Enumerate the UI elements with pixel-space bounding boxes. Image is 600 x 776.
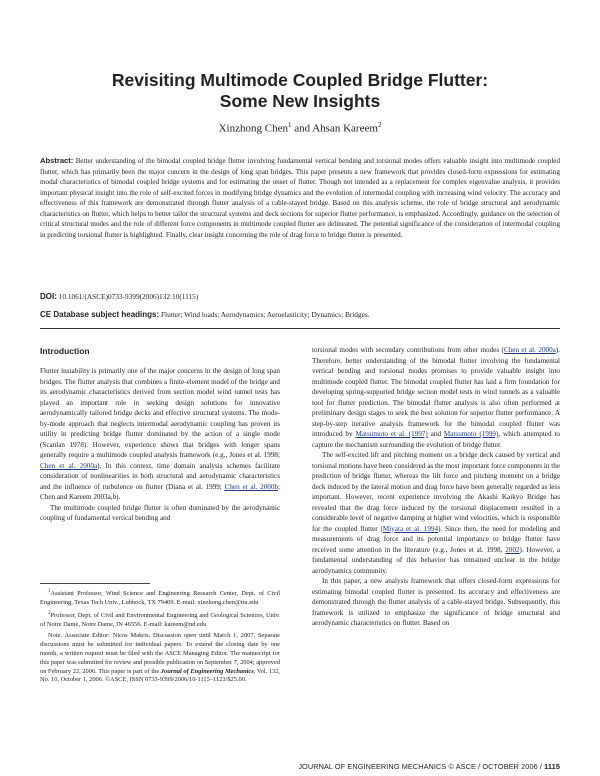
- section-divider: [40, 328, 560, 329]
- subject-label: CE Database subject headings:: [40, 310, 160, 319]
- footnotes: [40, 588, 280, 687]
- author-2-affil: 2: [377, 121, 382, 129]
- left-column: [40, 366, 280, 524]
- doi-label: DOI:: [40, 292, 57, 301]
- footnote-divider: [40, 583, 150, 584]
- page-footer: [240, 762, 560, 771]
- ref-link-chen-2000a[interactable]: Chen et al. 2000a: [40, 461, 98, 470]
- ref-link-matsumoto-1997[interactable]: Matsumoto et al. (1997): [355, 430, 428, 438]
- doi-value[interactable]: 10.1061/(ASCE)0733-9399(2006)132:10(1115): [58, 292, 199, 301]
- journal-footer: JOURNAL OF ENGINEERING MECHANICS © ASCE / OCTOBER 2006 /: [298, 762, 545, 771]
- intro-paragraph-5: In this paper, a new analysis framework that offers closed-form expressions for estimating bimodal coupled flutter is presented. Its accuracy and effectiveness are demonstrated through the flutter analysis of a cable-stayed bridge. Subsequently, this framework is utilized to emphasize the significance of bridge structural and aerodynamic characteristics on flutter. Based on: [312, 577, 560, 627]
- subject-headings: [40, 310, 560, 319]
- abstract: [40, 156, 560, 240]
- abstract-label: Abstract:: [40, 156, 74, 165]
- journal-name: Journal of Engineering Mechanics: [160, 667, 254, 675]
- paper-title: [40, 70, 560, 112]
- footnote-1: $^1$Assistant Professor, Wind Science and Engineering Research Center, Dept. of Civil Engineering, Texas Tech Univ., Lubbock, TX 79409. E-mail: xinzhong.chen@ttu.edu: [40, 589, 280, 607]
- author-1-affil: 1: [287, 121, 292, 129]
- intro-paragraph-3: torsional modes with secondary contributions from other modes (Chen et al. 2000a). Therefore, better understanding of the bimodal flutter involving the fundamental vertical bending and torsional modes promises to provide valuable insight into multimode coupled flutter. The bimodal coupled flutter has laid a firm foundation for developing spring-supported bridge section model tests in wind tunnels as a valuable tool for flutter prediction. The bimodal flutter analysis is also often performed at preliminary design stages to seek the best solution for superior flutter performance. A step-by-step iterative analysis framework for the bimodal coupled flutter was introduced by Matsumoto et al. (1997) and Matsumoto (1999), which attempted to capture the mechanism surrounding the evolution of bridge flutter.: [312, 346, 560, 449]
- author-1: Xinzhong Chen: [218, 122, 288, 135]
- footnote-2: $^2$Professor, Dept. of Civil and Environmental Engineering and Geological Sciences, Univ. of Notre Dame, Notre Dame, IN 46556. E-mail: kareem@nd.edu: [40, 610, 280, 628]
- intro-paragraph-4: The self-excited lift and pitching moment on a bridge deck caused by vertical and torsional motions have been considered as the most important force components in the prediction of bridge flutter, whereas the lift force and pitching moment on a bridge deck induced by the lateral motion and drag force have been generally regarded as less important. However, recent experience involving the Akashi Kaikyo Bridge has revealed that the drag force induced by the torsional displacement resulted in a considerable level of negative damping at higher wind velocities, which is responsible for the coupled flutter (Miyata et al. 1994). Since then, the need for modeling and measurements of drag force and its potential importance to bridge flutter have received some attention in the literature (e.g., Jones et al. 1998, 2002). However, a fundamental understanding of this behavior has remained unclear in the bridge aerodynamics community.: [312, 451, 560, 575]
- ref-link-miyata-1994[interactable]: Miyata et al. 1994: [382, 524, 439, 533]
- author-line: [40, 121, 560, 135]
- ref-link-jones-2002[interactable]: 2002: [505, 545, 520, 554]
- ref-link-matsumoto-1999[interactable]: Matsumoto (1999): [443, 430, 499, 438]
- intro-heading: Introduction: [40, 346, 90, 356]
- intro-paragraph-1: Flutter instability is primarily one of the major concerns in the design of long span bridges. The flutter analysis that combines a finite-element model of the bridge and its aerodynamic characteristics derived from section model wind tunnel tests has played an important role in seeking design solutions for innovative aerodynamically tailored bridge decks and effective structural systems. The mode-by-mode approach that neglects intermodal aerodynamic coupling has proven its utility in predicting bridge flutter dominated by the action of a single mode (Scanlan 1978). However, experience shows that bridges with longer spans generally require a multimode coupled analysis framework (e.g., Jones et al. 1998; Chen et al. 2000a). In this context, time domain analysis schemes facilitate consideration of nonlinearities in both structural and aerodynamic characteristics and the influence of turbulence on flutter (Diana et al. 1999; Chen et al. 2000b; Chen and Kareem 2003a,b).: [40, 367, 280, 501]
- abstract-text: Better understanding of the bimodal coupled bridge flutter involving fundamental vertical bending and torsional modes offers valuable insight into multimode coupled flutter, which has primarily been the major concern in the design of long span bridges. This paper presents a new framework that provides closed-form expressions for estimating modal characteristics of bimodal coupled bridge systems and for estimating the onset of flutter. Though not intended as a replacement for complex eigenvalue analysis, it provides important physical insight into the role of self-excited forces in modifying bridge dynamics and the evolution of intermodal coupling with increasing wind velocity. The accuracy and effectiveness of this framework are demonstrated through flutter analysis of a cable-stayed bridge. Based on this analysis scheme, the role of bridge structural and aerodynamic characteristics on flutter, which helps to better tailor the structural systems and deck sections for superior flutter performance, is emphasized. Accordingly, guidance on the selection of critical structural modes and the role of different force components in multimode coupled flutter are delineated. The potential significance of the consideration of intermodal coupling in predicting torsional flutter is highlighted. Finally, clear insight concerning the role of drag force to bridge flutter is presented.: [40, 157, 560, 239]
- page-number: 1115: [544, 762, 560, 771]
- right-column: [312, 345, 560, 629]
- subject-value: Flutter; Wind loads; Aerodynamics; Aeroelasticity; Dynamics; Bridges.: [160, 310, 370, 319]
- ref-link-chen-2000a-right[interactable]: Chen et al. 2000a: [503, 346, 556, 354]
- title-line-1: Revisiting Multimode Coupled Bridge Flutter:: [111, 70, 489, 90]
- author-2: Ahsan Kareem: [312, 122, 378, 135]
- ref-link-chen-2000b[interactable]: Chen et al. 2000b: [224, 482, 279, 491]
- editorial-note: Note. Associate Editor: Nicos Makris. Discussion open until March 1, 2007. Separate discussions must be submitted for individual papers. To extend the closing date by one month, a written request must be filed with the ASCE Managing Editor. The manuscript for this paper was submitted for review and possible publication on September 7, 2004; approved on February 22, 2006. This paper is part of the Journal of Engineering Mechanics, Vol. 132, No. 10, October 1, 2006. ©ASCE, ISSN 0733-9399/2006/10-1115–1123/$25.00.: [40, 631, 280, 684]
- author-conjunction: and: [291, 122, 313, 135]
- title-line-2: Some New Insights: [219, 91, 381, 111]
- doi-line: [40, 292, 560, 301]
- intro-paragraph-2: The multimode coupled bridge flutter is often dominated by the aerodynamic coupling of fundamental vertical bending and: [40, 503, 280, 522]
